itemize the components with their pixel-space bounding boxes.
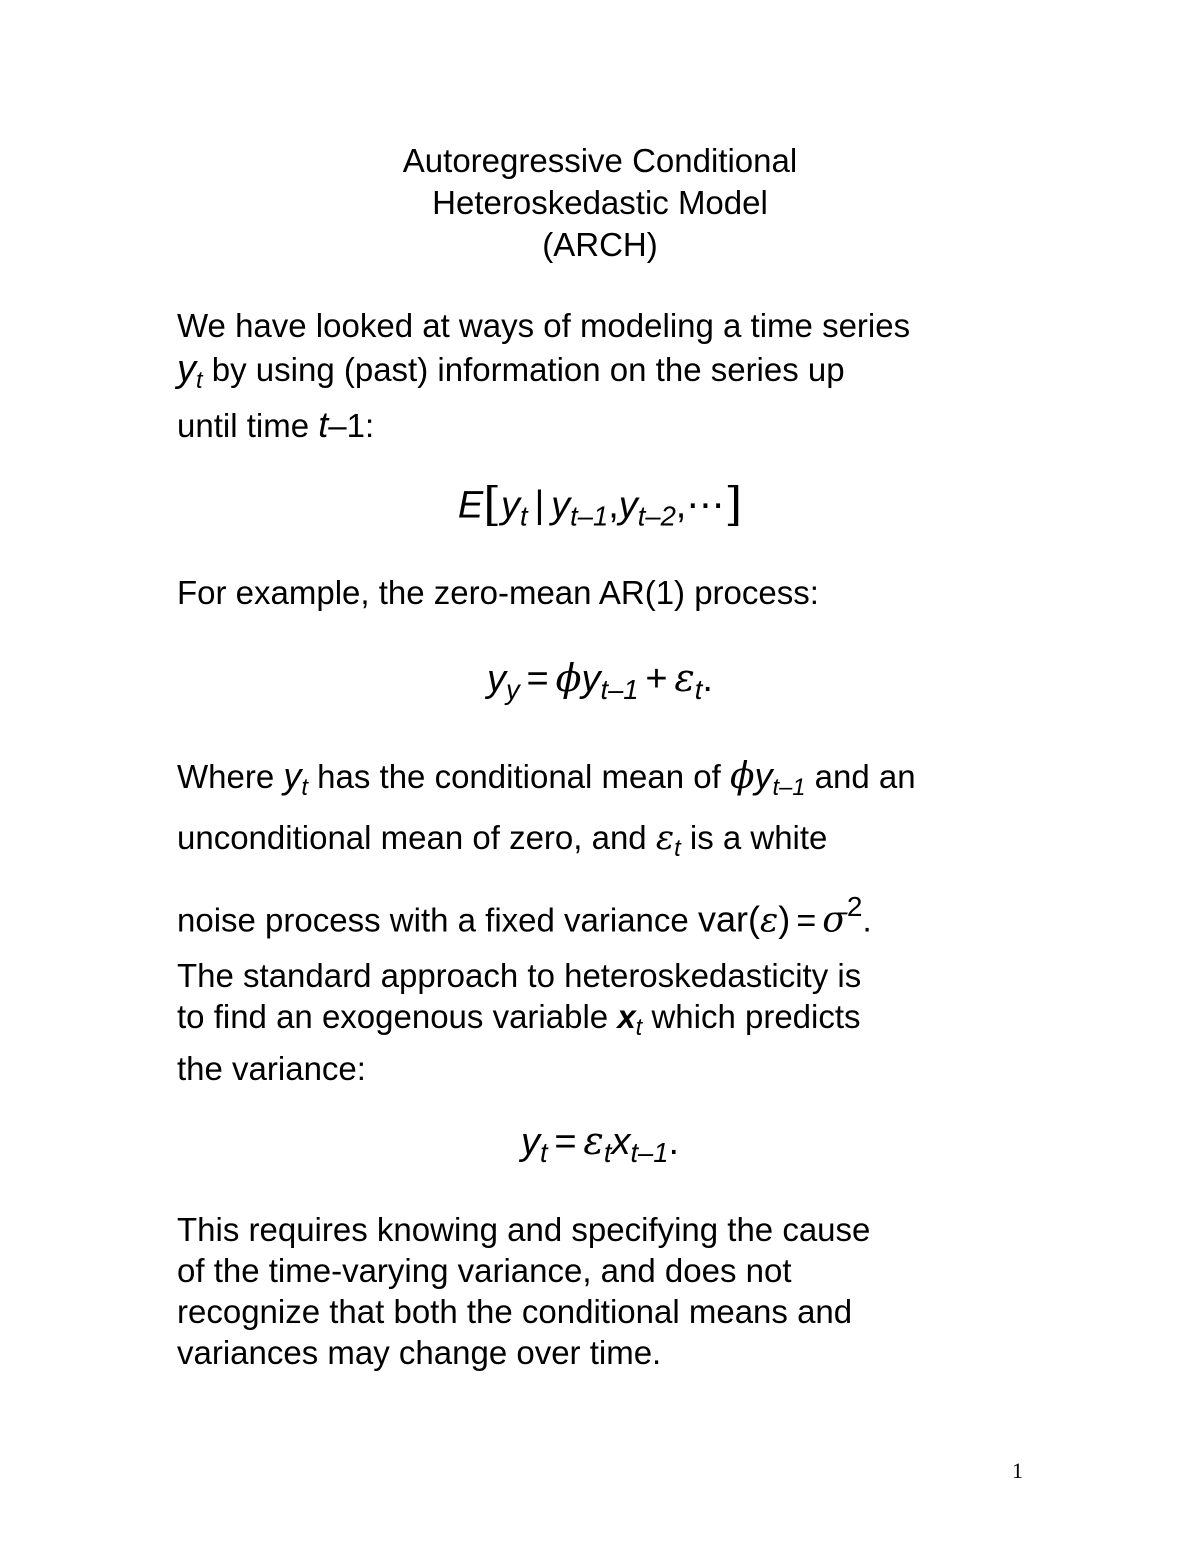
where-period: .: [862, 901, 872, 939]
intro-line-2: [177, 346, 1057, 404]
approach-var-x: x: [617, 998, 636, 1035]
where-epsilon: ε: [655, 818, 675, 859]
eq2-epsilon-sub: t: [694, 674, 703, 706]
approach-line-2: [177, 996, 1057, 1048]
eq2-y: y: [581, 658, 601, 700]
approach-line-2-b: which predicts: [642, 998, 861, 1035]
page-title: [0, 140, 1200, 266]
title-line-3: (ARCH): [542, 226, 658, 263]
eq3-epsilon-sub: t: [603, 1137, 612, 1169]
where-sigma-sup: 2: [846, 891, 863, 923]
eq3-epsilon: ε: [583, 1119, 604, 1163]
title-line-1: Autoregressive Conditional: [402, 142, 798, 179]
eq2-lhs-y: y: [487, 658, 507, 700]
eq2-plus: +: [645, 658, 668, 700]
eq1-y-sub: t: [520, 500, 528, 532]
eq3-period: .: [668, 1121, 680, 1163]
eq1-open-bracket: [: [483, 478, 501, 531]
equation-variance-model: [0, 1119, 1200, 1169]
requires-line-1: This requires knowing and specifying the cause: [177, 1211, 871, 1248]
eq3-x-sub: t–1: [630, 1137, 669, 1169]
where-var-y: y: [283, 755, 302, 796]
eq3-equals: =: [554, 1121, 577, 1163]
eq2-phi: ϕ: [555, 656, 582, 700]
where-y: y: [754, 755, 773, 796]
title-line-2: Heteroskedastic Model: [432, 184, 768, 221]
eq1-y2-sub: t–1: [570, 500, 609, 532]
where-line-1-b: has the conditional mean of: [307, 758, 730, 795]
where-epsilon-2: ε: [759, 900, 779, 941]
eq1-y3: y: [618, 484, 638, 527]
where-equals: =: [796, 901, 817, 940]
approach-line-2-a: to find an exogenous variable: [177, 998, 618, 1035]
paragraph-standard-approach: [177, 955, 1057, 1089]
paragraph-where: [177, 754, 1057, 951]
eq1-comma: ,: [608, 484, 619, 527]
eq1-dots: ,⋯: [675, 484, 725, 527]
intro-line-3-text: until time: [177, 407, 319, 445]
eq3-y-sub: t: [539, 1137, 548, 1169]
eq1-y3-sub: t–2: [637, 500, 676, 532]
eq3-x: x: [611, 1121, 631, 1163]
where-epsilon-sub: t: [674, 835, 681, 863]
approach-line-3: the variance:: [177, 1050, 366, 1088]
where-var-y-sub: t: [301, 774, 308, 802]
where-line-3: [177, 877, 1057, 950]
intro-line-3-rest: –1:: [328, 407, 375, 445]
where-sigma: σ: [822, 899, 847, 941]
eq1-bar: |: [534, 484, 545, 527]
eq1-y: y: [501, 484, 520, 527]
requires-line-2: of the time-varying variance, and does not: [177, 1252, 792, 1289]
where-line-1-a: Where: [177, 758, 284, 795]
where-close-paren: ): [778, 898, 791, 940]
eq2-epsilon: ε: [674, 656, 695, 700]
eq2-lhs-sub: y: [506, 674, 520, 706]
paragraph-intro: [177, 305, 1057, 446]
intro-line-2-text: by using (past) information on the series up: [202, 351, 845, 388]
example-line: For example, the zero-mean AR(1) process:: [177, 574, 819, 611]
eq2-period: .: [702, 658, 713, 700]
intro-line-3: [177, 404, 1057, 446]
var-y-sub: t: [196, 367, 203, 395]
where-phi: ϕ: [729, 756, 755, 797]
where-open-paren: (: [747, 898, 760, 940]
approach-line-1: The standard approach to heteroskedasticity is: [177, 957, 862, 994]
eq3-y: y: [520, 1121, 540, 1163]
requires-line-3: recognize that both the conditional means and: [177, 1293, 853, 1330]
var-t: t: [318, 404, 329, 446]
paragraph-requires: [177, 1209, 1057, 1373]
where-line-2: [177, 810, 1057, 877]
where-y-sub: t–1: [772, 774, 806, 802]
eq2-equals: =: [526, 658, 549, 700]
eq1-close-bracket: ]: [724, 478, 743, 531]
where-line-1-c: and an: [805, 758, 916, 795]
eq1-E: E: [457, 484, 484, 527]
where-var: var: [697, 898, 748, 940]
where-line-3-a: noise process with a fixed variance: [177, 901, 698, 939]
eq2-y-sub: t–1: [600, 674, 639, 706]
intro-line-1: We have looked at ways of modeling a time series: [177, 307, 911, 344]
equation-conditional-expectation: [0, 478, 1200, 532]
page-number: 1: [1012, 1458, 1023, 1483]
where-line-1: [177, 754, 1057, 810]
paragraph-example: [177, 572, 1057, 613]
equation-ar1: [0, 656, 1200, 706]
var-y: y: [177, 348, 196, 390]
where-line-2-b: is a white: [680, 819, 828, 857]
approach-var-x-sub: t: [635, 1014, 643, 1042]
where-line-2-a: unconditional mean of zero, and: [177, 819, 656, 857]
requires-line-4: variances may change over time.: [177, 1334, 662, 1371]
eq1-y2: y: [551, 484, 571, 527]
